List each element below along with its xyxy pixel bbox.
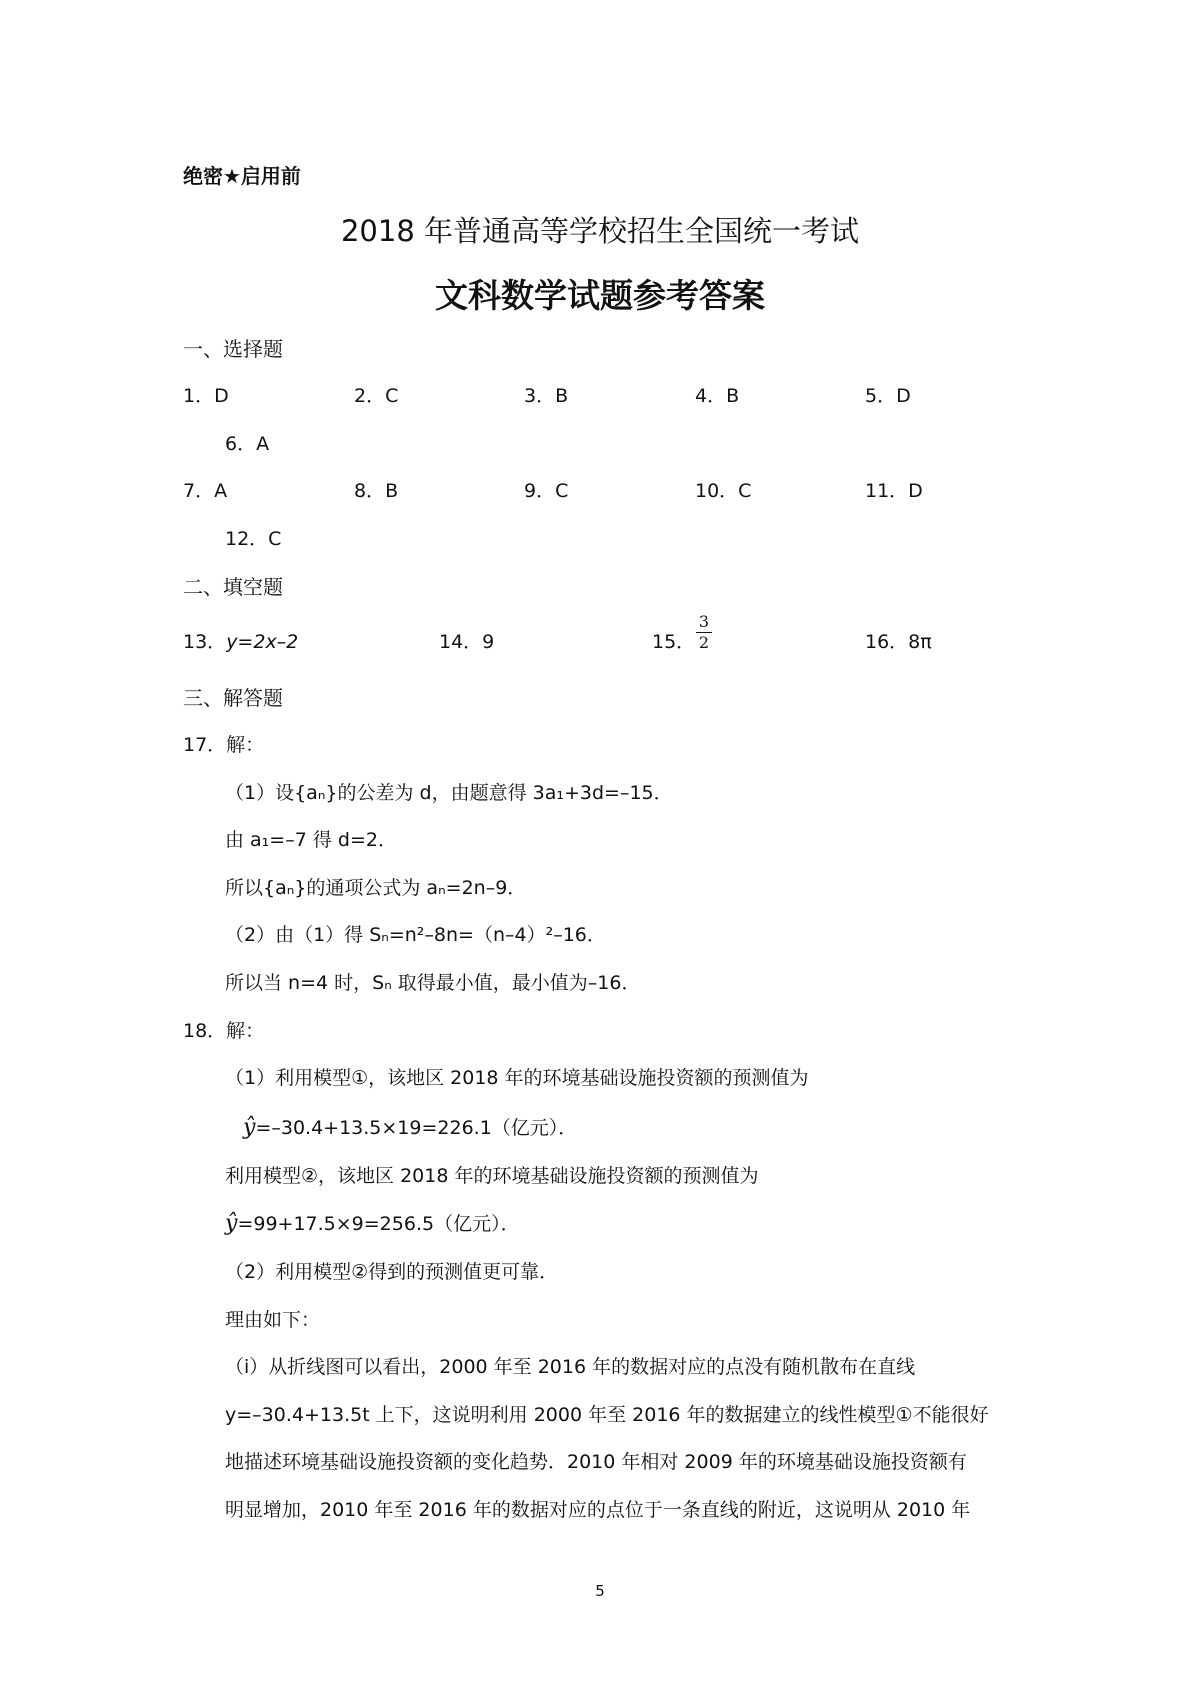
answer-item: 7．A: [183, 480, 228, 502]
q18-line2-expr: =–30.4+13.5×19=226.1（亿元）．: [255, 1117, 578, 1139]
answer-item: 3．B: [524, 385, 569, 407]
exam-title: 2018 年普通高等学校招生全国统一考试: [340, 214, 860, 248]
q17-line3: 所以{aₙ}的通项公式为 aₙ=2n–9．: [225, 877, 527, 899]
q18-line4-expr: =99+17.5×9=256.5（亿元）．: [237, 1213, 520, 1235]
secret-label: 绝密★启用前: [183, 164, 301, 188]
q18-line1: （1）利用模型①，该地区 2018 年的环境基础设施投资额的预测值为: [225, 1067, 809, 1089]
fill-label-13: 13．: [183, 631, 227, 653]
fill-value-13: y=2x–2: [226, 631, 299, 653]
fraction-denominator: 2: [698, 633, 710, 652]
answer-item: 4．B: [695, 385, 740, 407]
exam-subtitle: 文科数学试题参考答案: [435, 276, 765, 315]
q17-line2: 由 a₁=–7 得 d=2．: [225, 829, 397, 851]
answer-item: 1．D: [183, 385, 229, 407]
answer-item: 2．C: [354, 385, 399, 407]
section-heading-solution: 三、解答题: [183, 686, 283, 710]
q17-line1: （1）设{aₙ}的公差为 d，由题意得 3a₁+3d=–15．: [225, 782, 673, 804]
fill-label-15: 15．: [652, 631, 696, 653]
q18-line8: y=–30.4+13.5t 上下，这说明利用 2000 年至 2016 年的数据建立的线性模型①不能很好: [225, 1404, 989, 1426]
q18-line3: 利用模型②，该地区 2018 年的环境基础设施投资额的预测值为: [225, 1165, 759, 1187]
fraction-3-over-2: [696, 613, 712, 652]
q18-line2: [243, 1113, 577, 1140]
answer-item: 6．A: [225, 433, 270, 455]
y-hat-symbol: ŷ: [243, 1115, 256, 1140]
answer-item: 10．C: [695, 480, 752, 502]
fill-answer-13: [183, 627, 298, 654]
q18-line6: 理由如下：: [225, 1309, 321, 1331]
answer-item: 5．D: [865, 385, 911, 407]
q18-label: 18．解：: [183, 1020, 265, 1042]
page-number: 5: [595, 1582, 605, 1600]
y-hat-symbol: ŷ: [225, 1211, 238, 1236]
answer-item: 11．D: [865, 480, 923, 502]
answer-item: 12．C: [225, 528, 282, 550]
answer-item: 8．B: [354, 480, 399, 502]
q17-line5: 所以当 n=4 时，Sₙ 取得最小值，最小值为–16．: [225, 972, 641, 994]
q18-line7: （i）从折线图可以看出，2000 年至 2016 年的数据对应的点没有随机散布在直线: [225, 1356, 916, 1378]
answer-item: 9．C: [524, 480, 569, 502]
q17-line4: （2）由（1）得 Sₙ=n²–8n=（n–4）²–16．: [225, 924, 606, 946]
fill-answer-14: 14．9: [439, 631, 495, 653]
fraction-numerator: 3: [698, 612, 710, 631]
section-heading-fill: 二、填空题: [183, 575, 283, 599]
fill-answer-16: 16．8π: [865, 631, 932, 653]
q18-line9: 地描述环境基础设施投资额的变化趋势．2010 年相对 2009 年的环境基础设施投资额有: [225, 1451, 967, 1473]
q18-line10: 明显增加，2010 年至 2016 年的数据对应的点位于一条直线的附近，这说明从 2010 年: [225, 1499, 971, 1521]
q18-line5: （2）利用模型②得到的预测值更可靠．: [225, 1261, 559, 1283]
q18-line4: [225, 1209, 520, 1236]
section-heading-choice: 一、选择题: [183, 337, 283, 361]
q17-label: 17．解：: [183, 734, 265, 756]
